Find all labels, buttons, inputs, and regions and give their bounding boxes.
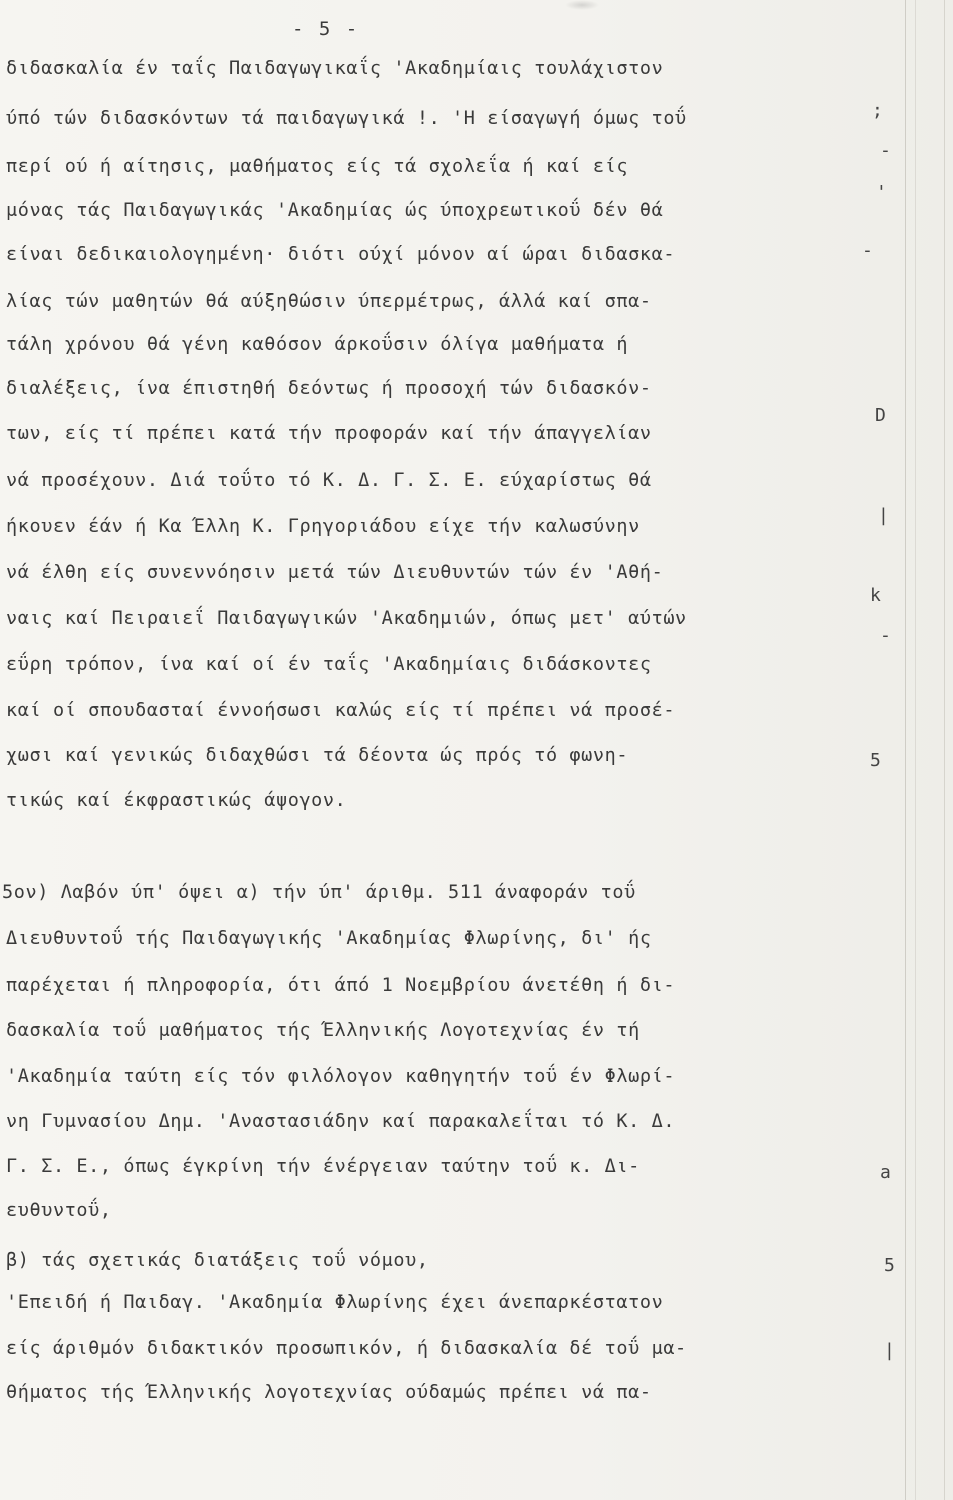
- text-line: περί ού ή αίτησις, μαθήματος είς τά σχολεΐα ή καί είς: [6, 156, 629, 177]
- text-line: των, είς τί πρέπει κατά τήν προφοράν καί τήν άπαγγελίαν: [6, 423, 652, 444]
- text-line: διδασκαλία έν ταΐς Παιδαγωγικαΐς 'Ακαδημίαις τουλάχιστον: [6, 58, 664, 79]
- text-line: ύπό τών διδασκόντων τά παιδαγωγικά !. 'Η είσαγωγή όμως τοΰ: [6, 108, 687, 129]
- text-line: εΰρη τρόπον, ίνα καί οί έν ταΐς 'Ακαδημίαις διδάσκοντες: [6, 654, 652, 675]
- text-line: είναι δεδικαιολογημένη· διότι ούχί μόνον αί ώραι διδασκα-: [6, 244, 676, 265]
- margin-mark: D: [875, 405, 886, 426]
- text-line: είς άριθμόν διδακτικόν προσωπικόν, ή διδασκαλία δέ τοΰ μα-: [6, 1338, 687, 1359]
- text-line: καί οί σπουδασταί έννοήσωσι καλώς είς τί πρέπει νά προσέ-: [6, 700, 676, 721]
- margin-mark: |: [878, 505, 889, 526]
- page-number: - 5 -: [292, 18, 360, 40]
- margin-mark: a: [880, 1162, 891, 1183]
- text-line: ευθυντοΰ,: [6, 1200, 112, 1221]
- margin-mark: 5: [884, 1255, 895, 1276]
- text-line: δασκαλία τοΰ μαθήματος τής Έλληνικής Λογοτεχνίας έν τή: [6, 1020, 640, 1041]
- text-line: τικώς καί έκφραστικώς άψογον.: [6, 790, 347, 811]
- text-line: μόνας τάς Παιδαγωγικάς 'Ακαδημίας ώς ύποχρεωτικοΰ δέν θά: [6, 200, 664, 221]
- text-line: νά έλθη είς συνεννόησιν μετά τών Διευθυντών τών έν 'Αθή-: [6, 562, 664, 583]
- text-line: νά προσέχουν. Διά τοΰτο τό Κ. Δ. Γ. Σ. Ε. εύχαρίστως θά: [6, 470, 652, 491]
- text-line: θήματος τής Έλληνικής λογοτεχνίας ούδαμώς πρέπει νά πα-: [6, 1382, 652, 1403]
- margin-mark: ': [876, 182, 887, 203]
- text-line: λίας τών μαθητών θά αύξηθώσιν ύπερμέτρως, άλλά καί σπα-: [6, 291, 652, 312]
- page-edge-line: [905, 0, 906, 1500]
- text-line: τάλη χρόνου θά γένη καθόσον άρκοΰσιν όλίγα μαθήματα ή: [6, 334, 629, 355]
- margin-mark: -: [880, 625, 891, 646]
- text-line: παρέχεται ή πληροφορία, ότι άπό 1 Νοεμβρίου άνετέθη ή δι-: [6, 975, 676, 996]
- margin-mark: -: [880, 140, 891, 161]
- text-line: Γ. Σ. Ε., όπως έγκρίνη τήν ένέργειαν ταύτην τοΰ κ. Δι-: [6, 1156, 640, 1177]
- margin-mark: |: [884, 1340, 895, 1361]
- page-edge-line: [944, 0, 945, 1500]
- text-line: νη Γυμνασίου Δημ. 'Αναστασιάδην καί παρακαλεΐται τό Κ. Δ.: [6, 1111, 676, 1132]
- text-line: χωσι καί γενικώς διδαχθώσι τά δέοντα ώς πρός τό φωνη-: [6, 745, 629, 766]
- text-line: ήκουεν έάν ή Κα Έλλη Κ. Γρηγοριάδου είχε τήν καλωσύνην: [6, 516, 640, 537]
- text-line: 'Επειδή ή Παιδαγ. 'Ακαδημία Φλωρίνης έχει άνεπαρκέστατον: [6, 1292, 664, 1313]
- margin-mark: ;: [872, 100, 883, 121]
- page-edge-line: [915, 0, 916, 1500]
- text-line: διαλέξεις, ίνα έπιστηθή δεόντως ή προσοχή τών διδασκόν-: [6, 378, 652, 399]
- text-line: Διευθυντοΰ τής Παιδαγωγικής 'Ακαδημίας Φλωρίνης, δι' ής: [6, 928, 652, 949]
- margin-mark: k: [870, 585, 881, 606]
- text-line: 'Ακαδημία ταύτη είς τόν φιλόλογον καθηγητήν τοΰ έν Φλωρί-: [6, 1066, 676, 1087]
- margin-mark: 5: [870, 750, 881, 771]
- text-line: 5ον) Λαβόν ύπ' όψει α) τήν ύπ' άριθμ. 511 άναφοράν τοΰ: [2, 882, 636, 903]
- text-line: β) τάς σχετικάς διατάξεις τοΰ νόμου,: [6, 1250, 429, 1271]
- margin-mark: -: [862, 240, 873, 261]
- text-line: ναις καί Πειραιεΐ Παιδαγωγικών 'Ακαδημιών, όπως μετ' αύτών: [6, 608, 687, 629]
